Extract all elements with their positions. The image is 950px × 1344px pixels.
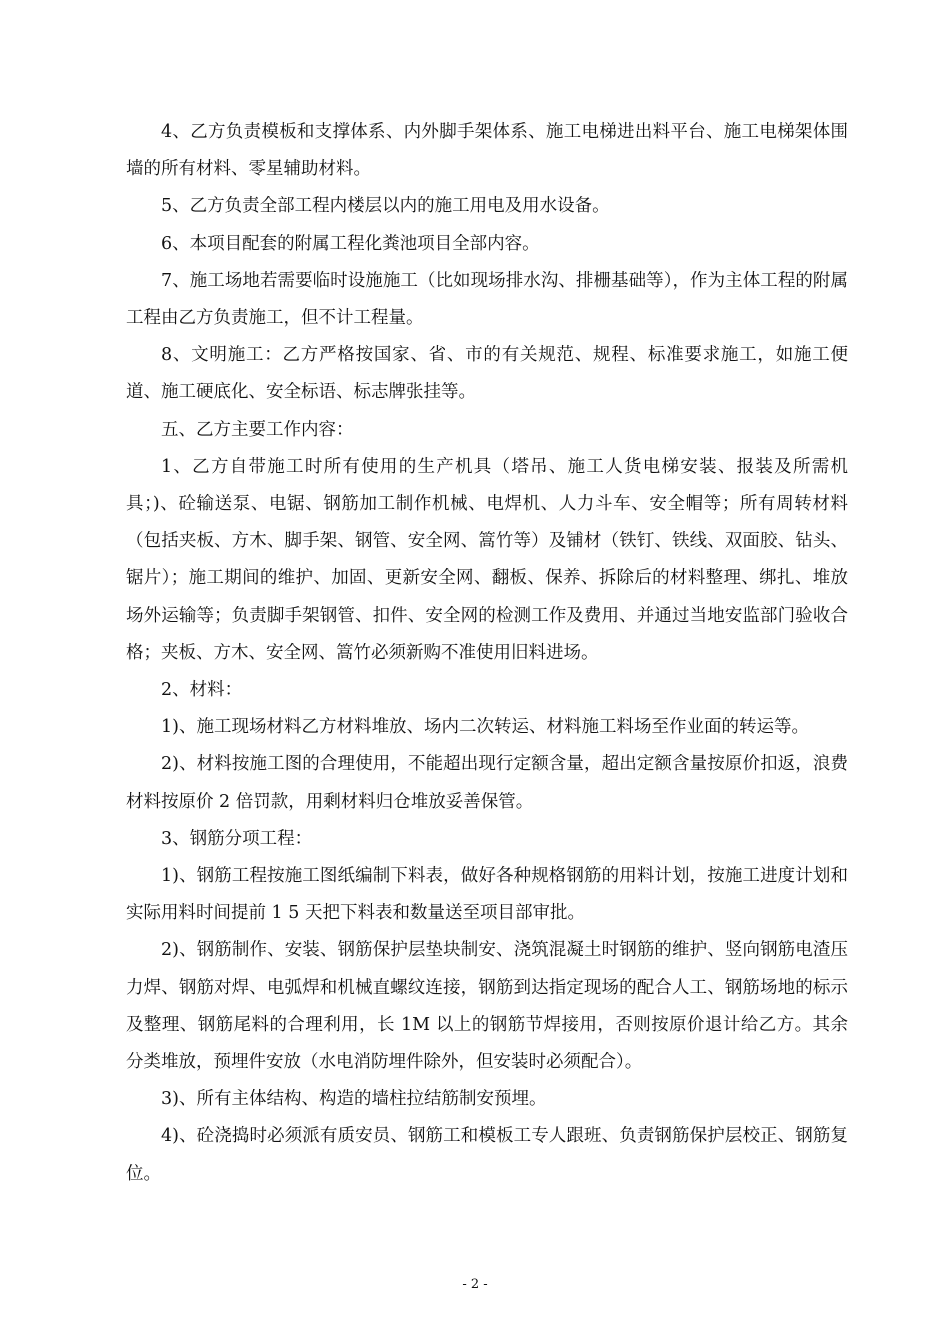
paragraph-rebar-4: 4)、砼浇捣时必须派有质安员、钢筋工和模板工专人跟班、负责钢筋保护层校正、钢筋复位。 [126, 1126, 848, 1184]
paragraph-rebar-2: 2)、钢筋制作、安装、钢筋保护层垫块制安、浇筑混凝土时钢筋的维护、竖向钢筋电渣压力焊、钢筋对焊、电弧焊和机械直螺纹连接，钢筋到达指定现场的配合人工、钢筋场地的标示及整理、钢筋尾料的合理利用，长 1M 以上的钢筋节焊接用，否则按原价退计给乙方。其余分类堆放，预埋件安放（水电消防埋件除外，但安装时必须配合）。 [126, 940, 848, 1073]
section-heading-5: 五、乙方主要工作内容： [161, 419, 354, 440]
page-number: - 2 - [462, 1277, 488, 1292]
paragraph-materials-heading: 2、材料： [161, 680, 243, 701]
paragraph-materials-1: 1)、施工现场材料乙方材料堆放、场内二次转运、材料施工料场至作业面的转运等。 [161, 717, 809, 738]
paragraph-rebar-1: 1)、钢筋工程按施工图纸编制下料表，做好各种规格钢筋的用料计划，按施工进度计划和实际用料时间提前 1 5 天把下料表和数量送至项目部审批。 [126, 866, 848, 924]
document-body [126, 114, 848, 1193]
paragraph-work-1: 1、乙方自带施工时所有使用的生产机具（塔吊、施工人货电梯安装、报装及所需机具；)、砼输送泵、电锯、钢筋加工制作机械、电焊机、人力斗车、安全帽等；所有周转材料（包括夹板、方木、脚手架、钢管、安全网、篙竹等）及铺材（铁钉、铁线、双面胶、钻头、锯片）；施工期间的维护、加固、更新安全网、翻板、保养、拆除后的材料整理、绑扎、堆放场外运输等；负责脚手架钢管、扣件、安全网的检测工作及费用、并通过当地安监部门验收合格；夹板、方木、安全网、篙竹必须新购不准使用旧料进场。 [126, 456, 848, 663]
paragraph-rebar-heading: 3、钢筋分项工程： [161, 828, 313, 849]
paragraph-item-7: 7、施工场地若需要临时设施施工（比如现场排水沟、排栅基础等），作为主体工程的附属工程由乙方负责施工，但不计工程量。 [126, 270, 848, 329]
paragraph-rebar-3: 3)、所有主体结构、构造的墙柱拉结筋制安预埋。 [161, 1089, 547, 1110]
paragraph-item-4: 4、乙方负责模板和支撑体系、内外脚手架体系、施工电梯进出料平台、施工电梯架体围墙的所有材料、零星辅助材料。 [126, 122, 848, 180]
paragraph-item-8: 8、文明施工：乙方严格按国家、省、市的有关规范、规程、标准要求施工，如施工便道、施工硬底化、安全标语、标志牌张挂等。 [126, 345, 848, 403]
paragraph-materials-2: 2)、材料按施工图的合理使用，不能超出现行定额含量，超出定额含量按原价扣返，浪费材料按原价 2 倍罚款，用剩材料归仓堆放妥善保管。 [126, 754, 848, 812]
paragraph-item-6: 6、本项目配套的附属工程化粪池项目全部内容。 [161, 233, 540, 254]
paragraph-item-5: 5、乙方负责全部工程内楼层以内的施工用电及用水设备。 [161, 196, 610, 217]
